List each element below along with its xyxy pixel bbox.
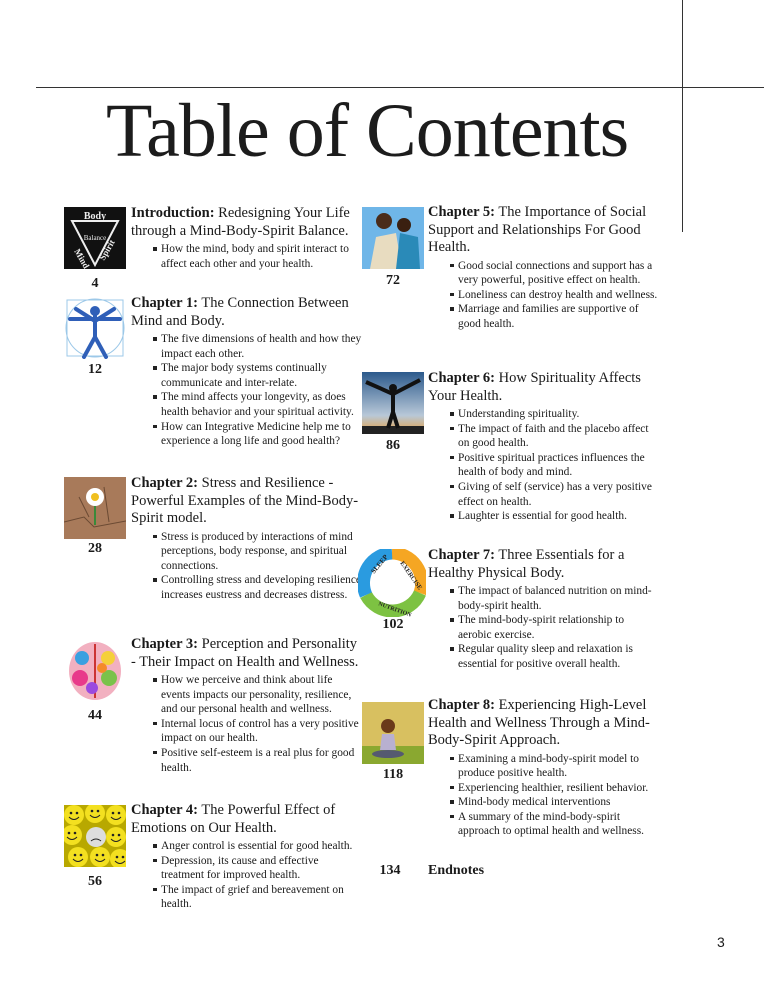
entry-heading[interactable] [131, 205, 363, 240]
entry-title: The Powerful Effect of Emotions on Our Health. [131, 802, 336, 836]
smiley-faces-image [64, 805, 126, 867]
entry-bullet: Controlling stress and developing resilience increases eustress and decreases distress. [153, 573, 363, 602]
entry-bullet: Mind-body medical interventions [450, 795, 660, 810]
entry-label: Chapter 5: [428, 204, 495, 220]
entry-page-number[interactable]: 44 [88, 708, 102, 723]
sunset-silhouette-image [362, 372, 424, 434]
svg-text:EXERCISE: EXERCISE [398, 560, 424, 592]
entry-label: Chapter 7: [428, 547, 495, 563]
svg-text:Balance: Balance [83, 234, 107, 242]
page-title: Table of Contents [106, 89, 629, 173]
entry-bullet: Loneliness can destroy health and wellness. [450, 288, 660, 303]
entry-bullet: Marriage and families are supportive of good health. [450, 302, 660, 331]
toc-entry [131, 802, 363, 912]
entry-bullet: Laughter is essential for good health. [450, 509, 660, 524]
toc-entry [131, 636, 363, 775]
entry-title: Experiencing High-Level Health and Wellness Through a Mind-Body-Spirit Approach. [428, 697, 650, 748]
entry-bullet: Good social connections and support has a very powerful, positive effect on health. [450, 259, 660, 288]
entry-page-number[interactable]: 102 [382, 617, 404, 632]
entry-bullet: A summary of the mind-body-spirit approach to optimal health and wellness. [450, 810, 660, 839]
colorful-brain-image [64, 640, 126, 702]
entry-bullet: Giving of self (service) has a very positive effect on health. [450, 480, 660, 509]
entry-page-number[interactable]: 4 [91, 276, 99, 291]
entry-page-number[interactable]: 56 [88, 874, 102, 889]
entry-bullets [131, 242, 363, 271]
entry-page-number[interactable]: 86 [386, 438, 400, 453]
entry-bullet: The mind-body-spirit relationship to aerobic exercise. [450, 613, 660, 642]
body-mind-spirit-triangle-image [64, 207, 126, 269]
entry-label: Chapter 3: [131, 636, 198, 652]
entry-bullet: The five dimensions of health and how they impact each other. [153, 332, 363, 361]
meditating-woman-image [362, 702, 424, 764]
entry-bullet: The mind affects your longevity, as does health behavior and your spiritual activity. [153, 390, 363, 419]
entry-page-number[interactable]: 118 [382, 767, 404, 782]
entry-bullets [131, 530, 363, 603]
hugging-couple-image [362, 207, 424, 269]
entry-label: Chapter 4: [131, 802, 198, 818]
entry-page-number[interactable]: 12 [88, 362, 102, 377]
entry-label: Chapter 8: [428, 697, 495, 713]
entry-bullet: Internal locus of control has a very positive impact on our health. [153, 717, 363, 746]
svg-text:NUTRITION: NUTRITION [377, 601, 412, 617]
entry-bullet: The impact of faith and the placebo affect on good health. [450, 422, 660, 451]
entry-bullet: The impact of balanced nutrition on mind-body-spirit health. [450, 584, 660, 613]
toc-entry [131, 205, 363, 271]
entry-bullet: How we perceive and think about life events impacts our personality, resilience, and our personal health and wellness. [153, 673, 363, 717]
entry-title: Perception and Personality - Their Impact on Health and Wellness. [131, 636, 359, 670]
entry-heading[interactable] [131, 475, 363, 528]
entry-bullet: Anger control is essential for good health. [153, 839, 363, 854]
entry-heading[interactable] [131, 802, 363, 837]
entry-label: Chapter 1: [131, 295, 198, 311]
entry-bullet: Positive spiritual practices influences the health of body and mind. [450, 451, 660, 480]
entry-heading[interactable] [131, 636, 363, 671]
entry-heading[interactable] [428, 370, 660, 405]
entry-heading[interactable] [131, 295, 363, 330]
entry-bullet: Positive self-esteem is a real plus for good health. [153, 746, 363, 775]
entry-bullets [131, 673, 363, 775]
entry-label: Chapter 6: [428, 370, 495, 386]
endnotes-page-number[interactable]: 134 [379, 863, 401, 878]
entry-title: Redesigning Your Life through a Mind-Body-Spirit Balance. [131, 205, 350, 239]
entry-title: Three Essentials for a Healthy Physical Body. [428, 547, 625, 581]
endnotes-label[interactable]: Endnotes [428, 863, 485, 878]
entry-page-number[interactable]: 28 [88, 541, 102, 556]
entry-bullet: Depression, its cause and effective treatment for improved health. [153, 854, 363, 883]
svg-text:SLEEP: SLEEP [369, 553, 390, 576]
page-number: 3 [717, 934, 725, 950]
entry-bullets [428, 584, 660, 672]
entry-bullet: The major body systems continually communicate and inter-relate. [153, 361, 363, 390]
entry-title: Stress and Resilience - Powerful Examples of the Mind-Body-Spirit model. [131, 475, 359, 526]
entry-label: Introduction: [131, 205, 215, 221]
entry-page-number[interactable]: 72 [386, 273, 400, 288]
entry-bullet: Regular quality sleep and relaxation is essential for positive overall health. [450, 642, 660, 671]
entry-bullets [428, 259, 660, 332]
toc-entry [131, 295, 363, 449]
entry-bullet: The impact of grief and bereavement on health. [153, 883, 363, 912]
entry-bullet: Stress is produced by interactions of mind perceptions, body response, and spiritual connections. [153, 530, 363, 574]
svg-text:Body: Body [83, 211, 107, 222]
svg-text:Spirit: Spirit [97, 237, 117, 262]
entry-bullets [428, 407, 660, 524]
entry-bullet: How can Integrative Medicine help me to experience a long life and good health? [153, 420, 363, 449]
vitruvian-man-image [64, 297, 126, 359]
entry-bullet: Understanding spirituality. [450, 407, 660, 422]
entry-title: How Spirituality Affects Your Health. [428, 370, 641, 404]
entry-heading[interactable] [428, 697, 660, 750]
entry-bullets [131, 332, 363, 449]
toc-entry [131, 475, 363, 602]
entry-bullets [131, 839, 363, 912]
entry-label: Chapter 2: [131, 475, 198, 491]
essentials-ring-image [358, 549, 424, 617]
entry-title: The Importance of Social Support and Relationships For Good Health. [428, 204, 647, 255]
toc-entry [428, 697, 660, 839]
entry-heading[interactable] [428, 547, 660, 582]
entry-bullet: Examining a mind-body-spirit model to produce positive health. [450, 752, 660, 781]
daisy-cracked-earth-image [64, 477, 126, 539]
entry-bullets [428, 752, 660, 840]
entry-bullet: How the mind, body and spirit interact to affect each other and your health. [153, 242, 363, 271]
entry-title: The Connection Between Mind and Body. [131, 295, 349, 329]
entry-heading[interactable] [428, 204, 660, 257]
svg-text:Mind: Mind [72, 247, 92, 269]
toc-entry [428, 547, 660, 672]
toc-entry [428, 370, 660, 524]
toc-entry [428, 204, 660, 331]
corner-rule [682, 0, 683, 232]
entry-bullet: Experiencing healthier, resilient behavior. [450, 781, 660, 796]
